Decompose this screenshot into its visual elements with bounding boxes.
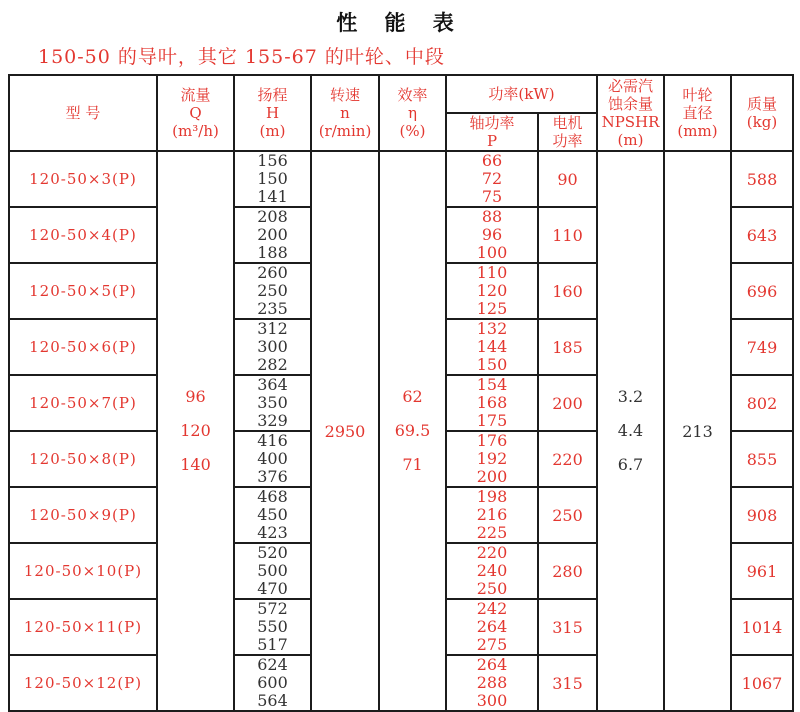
mass-cell: 961 (731, 543, 793, 599)
table-header (9, 75, 793, 151)
header-shaft-power: 轴功率 P (446, 113, 538, 151)
header-power-group: 功率(kW) (446, 75, 597, 113)
mass-cell: 908 (731, 487, 793, 543)
header-model: 型 号 (9, 75, 157, 151)
shaft-power-cell: 220 240 250 (446, 543, 538, 599)
motor-power-cell: 250 (538, 487, 597, 543)
table-body (9, 151, 793, 711)
shaft-power-cell: 264 288 300 (446, 655, 538, 711)
mass-cell: 1067 (731, 655, 793, 711)
npshr-values-cell: 3.2 4.4 6.7 (597, 151, 664, 711)
head-values-cell: 468 450 423 (234, 487, 311, 543)
model-cell: 120-50×5(P) (9, 263, 157, 319)
mass-cell: 802 (731, 375, 793, 431)
speed-value-cell: 2950 (311, 151, 379, 711)
motor-power-cell: 200 (538, 375, 597, 431)
shaft-power-cell: 154 168 175 (446, 375, 538, 431)
mass-cell: 588 (731, 151, 793, 207)
header-mass: 质量 (kg) (731, 75, 793, 151)
header-efficiency: 效率 η (%) (379, 75, 446, 151)
table-row (9, 151, 793, 207)
motor-power-cell: 90 (538, 151, 597, 207)
efficiency-values-cell: 62 69.5 71 (379, 151, 446, 711)
page-subtitle: 150-50 的导叶，其它 155-67 的叶轮、中段 (38, 46, 445, 68)
head-values-cell: 364 350 329 (234, 375, 311, 431)
head-values-cell: 624 600 564 (234, 655, 311, 711)
shaft-power-cell: 132 144 150 (446, 319, 538, 375)
shaft-power-cell: 88 96 100 (446, 207, 538, 263)
mass-cell: 749 (731, 319, 793, 375)
motor-power-cell: 185 (538, 319, 597, 375)
mass-cell: 696 (731, 263, 793, 319)
model-cell: 120-50×9(P) (9, 487, 157, 543)
mass-cell: 1014 (731, 599, 793, 655)
head-values-cell: 260 250 235 (234, 263, 311, 319)
shaft-power-cell: 242 264 275 (446, 599, 538, 655)
head-values-cell: 416 400 376 (234, 431, 311, 487)
performance-table (8, 74, 794, 712)
header-impeller: 叶轮 直径 (mm) (664, 75, 731, 151)
motor-power-cell: 280 (538, 543, 597, 599)
header-row-1 (9, 75, 793, 113)
motor-power-cell: 220 (538, 431, 597, 487)
model-cell: 120-50×12(P) (9, 655, 157, 711)
head-values-cell: 572 550 517 (234, 599, 311, 655)
model-cell: 120-50×7(P) (9, 375, 157, 431)
shaft-power-cell: 110 120 125 (446, 263, 538, 319)
motor-power-cell: 315 (538, 655, 597, 711)
mass-cell: 855 (731, 431, 793, 487)
motor-power-cell: 160 (538, 263, 597, 319)
model-cell: 120-50×3(P) (9, 151, 157, 207)
shaft-power-cell: 198 216 225 (446, 487, 538, 543)
flow-values-cell: 96 120 140 (157, 151, 234, 711)
header-speed: 转速 n (r/min) (311, 75, 379, 151)
header-npshr: 必需汽 蚀余量 NPSHR (m) (597, 75, 664, 151)
header-motor-power: 电机 功率 (538, 113, 597, 151)
model-cell: 120-50×8(P) (9, 431, 157, 487)
head-values-cell: 312 300 282 (234, 319, 311, 375)
shaft-power-cell: 176 192 200 (446, 431, 538, 487)
page-title: 性 能 表 (336, 10, 464, 35)
impeller-value-cell: 213 (664, 151, 731, 711)
shaft-power-cell: 66 72 75 (446, 151, 538, 207)
head-values-cell: 208 200 188 (234, 207, 311, 263)
motor-power-cell: 110 (538, 207, 597, 263)
head-values-cell: 520 500 470 (234, 543, 311, 599)
header-flow: 流量 Q (m³/h) (157, 75, 234, 151)
header-head: 扬程 H (m) (234, 75, 311, 151)
model-cell: 120-50×10(P) (9, 543, 157, 599)
model-cell: 120-50×4(P) (9, 207, 157, 263)
model-cell: 120-50×11(P) (9, 599, 157, 655)
head-values-cell: 156 150 141 (234, 151, 311, 207)
model-cell: 120-50×6(P) (9, 319, 157, 375)
motor-power-cell: 315 (538, 599, 597, 655)
mass-cell: 643 (731, 207, 793, 263)
